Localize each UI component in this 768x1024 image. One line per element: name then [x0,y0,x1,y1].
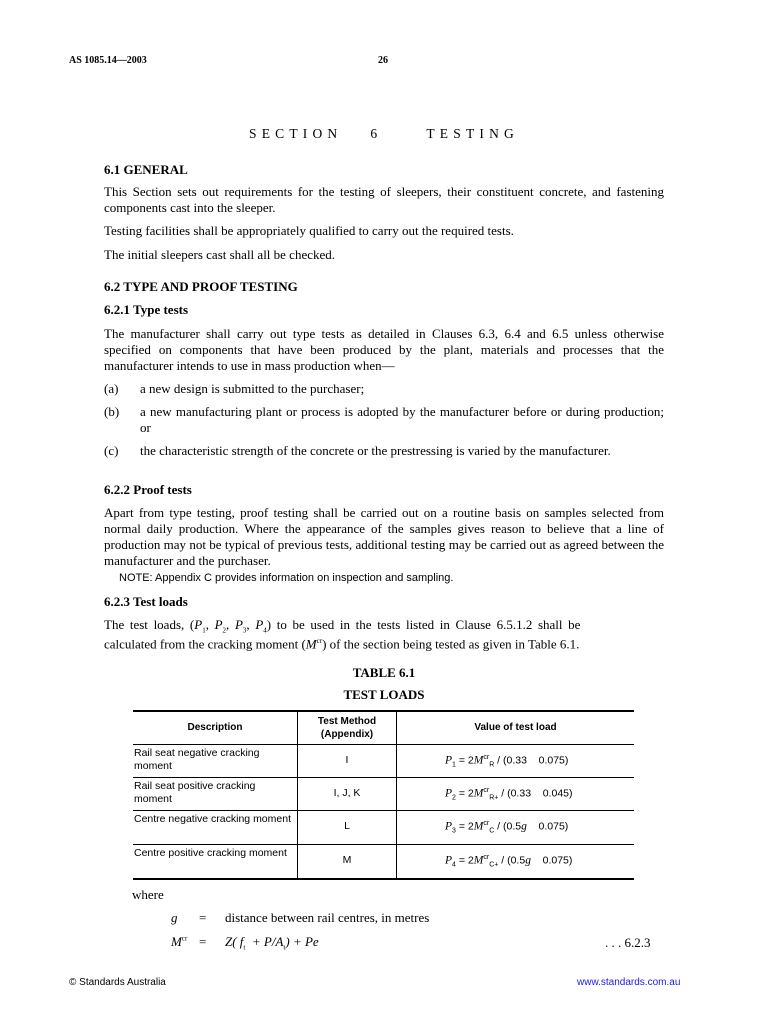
heading-6-2-1: 6.2.1 Type tests [104,302,189,317]
heading-6-2: 6.2 TYPE AND PROOF TESTING [104,279,298,294]
table-row-rule [133,844,634,845]
table-cell-test-load: $P_3 = 2M^{cr}_C / (0.5g$ 0.075) [445,820,569,835]
where-g-equals: = [199,910,207,925]
list-item-tag: (b) [104,404,120,419]
list-item-text: the characteristic strength of the concrete or the prestressing is varied by the manufacturer. [140,443,611,458]
equation-reference: . . . 6.2.3 [605,935,651,950]
paragraph-6-1-3: The initial sleepers cast shall all be checked. [104,247,336,262]
list-item-tag: (c) [104,443,119,458]
heading-6-1: 6.1 GENERAL [104,162,188,177]
table-bottom-rule [133,878,634,880]
table-header-value: Value of test load [474,722,557,733]
load-symbol: P [194,617,203,632]
where-m-definition: Z( $f_t + P/A_t) + Pe$ [225,934,319,952]
table-title: TEST LOADS [343,687,425,702]
heading-6-2-2: 6.2.2 Proof tests [104,482,192,497]
table-row-rule [133,777,634,778]
paragraph-6-1-1: This Section sets out requirements for the testing of sleepers, their constituent concrete, and fastening components cast into the sleeper. [104,184,664,215]
table-column-divider [396,711,397,878]
table-cell-description: Centre negative cracking moment [134,813,291,825]
where-m-equals: = [199,934,207,949]
table-cell-method: I, J, K [333,787,361,799]
paragraph-6-2-2: Apart from type testing, proof testing shall be carried out on a routine basis on samples selected from normal daily production. Where the appearance of the samples gives reason to believe that a line of production may not be typical of previous tests, additional testing may be carried out as agreed between the manufacturer and the purchaser. [104,505,664,568]
paragraph-6-2-1: The manufacturer shall carry out type tests as detailed in Clauses 6.3, 6.4 and 6.5 unless otherwise specified on components that have been produced by the plant, materials and processes that the manufacturer intends to use in mass production when— [104,326,664,373]
section-name: TESTING [426,126,519,141]
table-cell-test-load: $P_1 = 2M^{cr}_R / (0.33$ 0.075) [445,754,569,769]
table-cell-method: L [344,820,350,832]
note: NOTE: Appendix C provides information on inspection and sampling. [119,572,454,584]
section-word: SECTION [248,126,343,141]
list-item-text: a new manufacturing plant or process is adopted by the manufacturer before or during production; or [140,404,664,435]
where-label: where [132,887,164,902]
table-cell-description: Centre positive cracking moment [134,847,287,859]
table-header-method: Test Method (Appendix) [317,716,377,740]
table-cell-test-load: $P_4 = 2M^{cr}_{C+} / (0.5g$ 0.075) [445,854,573,869]
where-g-symbol: g [171,910,178,925]
table-row-rule [133,810,634,811]
table-cell-description: Rail seat positive cracking moment [134,780,256,805]
footer-copyright: © Standards Australia [69,977,166,988]
where-m-symbol: $M^{cr}$ [171,934,188,949]
table-cell-method: I [345,754,349,766]
document-code: AS 1085.14—2003 [69,55,147,66]
list-item-text: a new design is submitted to the purchaser; [140,381,365,396]
table-header-rule [133,744,634,745]
paragraph-6-1-2: Testing facilities shall be appropriately qualified to carry out the required tests. [104,223,514,238]
section-title [0,126,768,142]
page-number: 26 [378,55,388,66]
section-number: 6 [370,126,383,141]
where-g-definition: distance between rail centres, in metres [225,910,430,925]
table-cell-method: M [342,854,352,866]
footer-website-link[interactable]: www.standards.com.au [577,977,681,988]
table-cell-test-load: $P_2 = 2M^{cr}_{R+} / (0.33$ 0.045) [445,787,573,802]
heading-6-2-3: 6.2.3 Test loads [104,594,188,609]
table-top-rule [133,710,634,712]
paragraph-6-2-3-line2: calculated from the cracking moment $(M^{cr})$ of the section being tested as given in Table 6.1. [104,636,580,652]
paragraph-6-2-3-line1: The test loads, ($P_1$, $P_2$, $P_3$, $P_4$) to be used in the tests listed in Clause 6.5.1.2 shall be [104,617,581,635]
list-item-tag: (a) [104,381,119,396]
table-number: TABLE 6.1 [352,665,416,680]
table-cell-description: Rail seat negative cracking moment [134,747,260,772]
table-header-description: Description [187,722,243,733]
